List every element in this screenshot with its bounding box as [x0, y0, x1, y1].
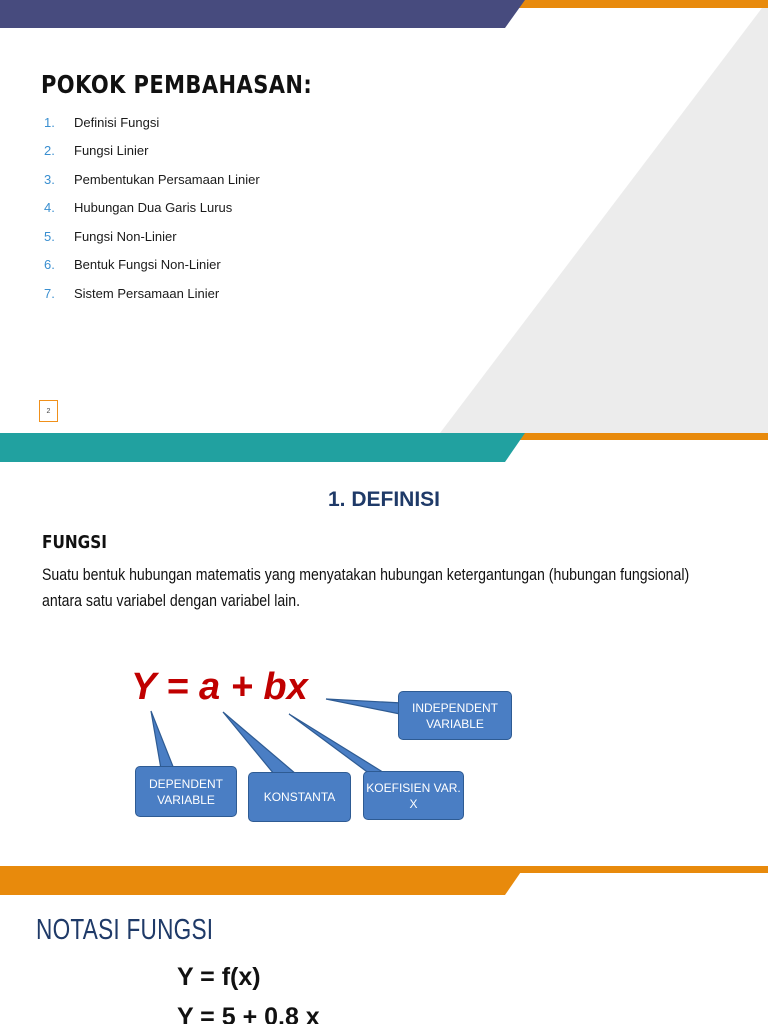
agenda-item-label: Fungsi Linier [74, 143, 149, 159]
slide-definisi [0, 433, 768, 866]
notasi-heading: NOTASI FUNGSI [36, 914, 214, 946]
agenda-item-label: Pembentukan Persamaan Linier [74, 171, 260, 187]
slide1-orange-band [515, 0, 768, 8]
agenda-item [44, 251, 260, 280]
fungsi-subheading: FUNGSI [42, 532, 107, 553]
agenda-item-number: 4. [44, 200, 55, 216]
slide3-orange-band [0, 866, 525, 895]
slide1-gray-panel [440, 0, 768, 433]
agenda-item-number: 7. [44, 285, 55, 301]
callout-independent-variable: INDEPENDENT VARIABLE [398, 691, 512, 740]
agenda-item [44, 222, 260, 251]
fungsi-description: Suatu bentuk hubungan matematis yang menyatakan hubungan ketergantungan (hubungan fungsional) antara satu variabel dengan variabel lain. [42, 565, 690, 610]
slide3-orange-thin-band [516, 866, 768, 873]
callout-dependent-variable: DEPENDENT VARIABLE [135, 766, 237, 817]
equation-example: Y = 5 + 0.8 x [177, 1003, 320, 1024]
agenda-item-label: Fungsi Non-Linier [74, 228, 177, 244]
pointer-koefisien [289, 714, 386, 774]
agenda-item-number: 1. [44, 114, 55, 130]
agenda-item [44, 165, 260, 194]
pointer-konstanta [223, 712, 296, 774]
agenda-item-number: 3. [44, 171, 55, 187]
slide-agenda [0, 0, 768, 433]
agenda-item-label: Sistem Persamaan Linier [74, 285, 220, 301]
agenda-item-label: Definisi Fungsi [74, 114, 160, 130]
slide1-navy-band [0, 0, 525, 28]
agenda-item-number: 2. [44, 143, 55, 159]
agenda-item-label: Hubungan Dua Garis Lurus [74, 200, 233, 216]
agenda-item-number: 5. [44, 228, 55, 244]
callout-konstanta: KONSTANTA [248, 772, 351, 822]
slide-notasi-fungsi [0, 866, 768, 1024]
agenda-item [44, 108, 260, 137]
agenda-item [44, 279, 260, 308]
linear-formula: Y = a + bx [131, 666, 308, 708]
page-number: 2 [39, 400, 58, 422]
agenda-item-number: 6. [44, 257, 55, 273]
pointer-dependent [151, 711, 174, 769]
agenda-list [44, 108, 260, 308]
callout-koefisien: KOEFISIEN VAR. X [363, 771, 464, 820]
agenda-item [44, 137, 260, 166]
equation-notation: Y = f(x) [177, 963, 261, 991]
agenda-title: POKOK PEMBAHASAN: [41, 70, 313, 99]
agenda-item [44, 194, 260, 223]
section-heading: 1. DEFINISI [327, 488, 441, 511]
agenda-item-label: Bentuk Fungsi Non-Linier [74, 257, 221, 273]
pointer-independent [326, 699, 402, 714]
